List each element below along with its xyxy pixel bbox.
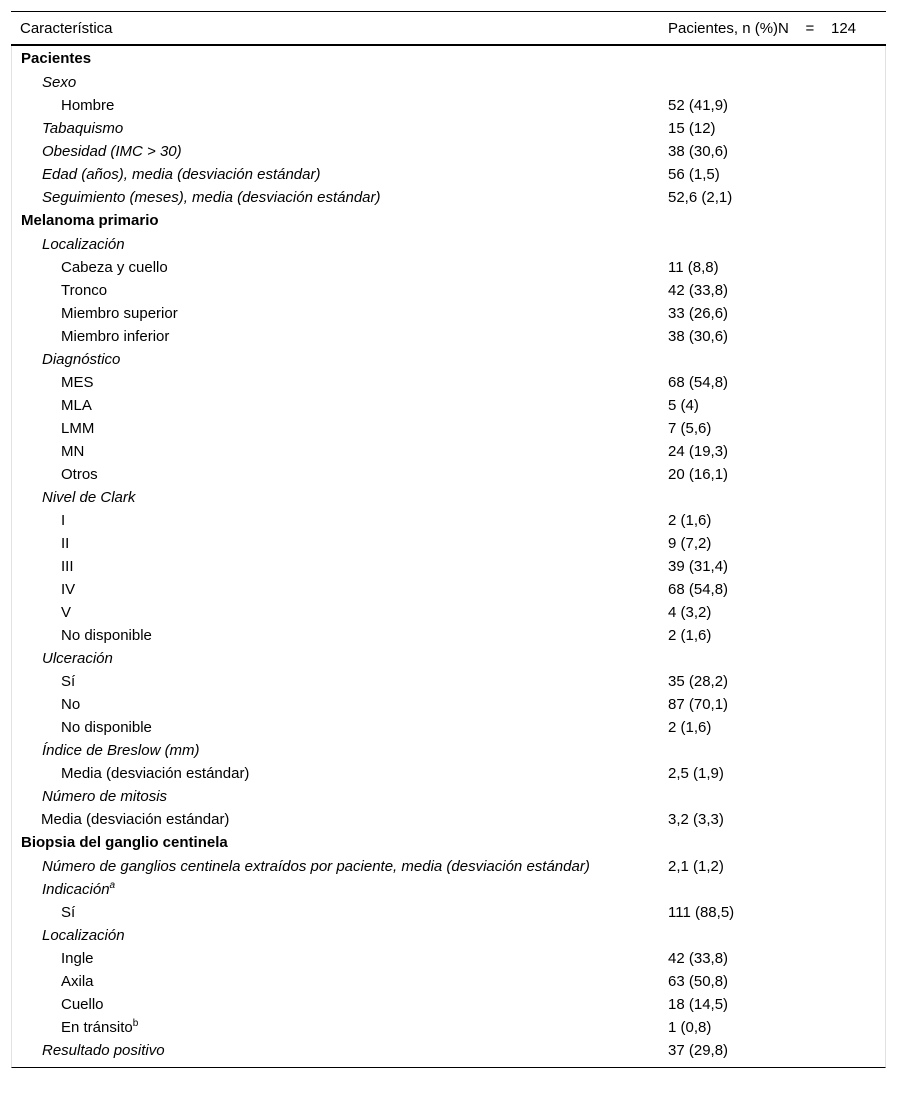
row-value: 5 (4) bbox=[668, 397, 699, 414]
table-row bbox=[12, 1038, 885, 1061]
row-label-text: En tránsito bbox=[61, 1019, 133, 1036]
row-value: 3,2 (3,3) bbox=[668, 811, 724, 828]
table-row bbox=[12, 692, 885, 715]
table-row bbox=[12, 784, 885, 807]
row-label-text: Indicación bbox=[42, 881, 110, 898]
row-value: 38 (30,6) bbox=[668, 328, 729, 345]
row-value: 56 (1,5) bbox=[668, 166, 720, 183]
row-value: 42 (33,8) bbox=[668, 282, 729, 299]
row-label-text: Ingle bbox=[61, 950, 94, 967]
row-label bbox=[42, 74, 76, 91]
table-row bbox=[12, 116, 885, 139]
row-label-text: I bbox=[61, 512, 66, 529]
row-label-text: Índice de Breslow (mm) bbox=[42, 742, 200, 759]
header-patients: Pacientes, n (%)N = 124 bbox=[668, 20, 857, 37]
row-label-text: Nivel de Clark bbox=[42, 489, 136, 506]
row-label-text: Sí bbox=[61, 904, 76, 921]
row-value: 35 (28,2) bbox=[668, 673, 729, 690]
row-label-text: Miembro inferior bbox=[61, 328, 170, 345]
row-value: 87 (70,1) bbox=[668, 696, 729, 713]
row-value: 2,1 (1,2) bbox=[668, 858, 724, 875]
table-row bbox=[12, 854, 885, 877]
row-label bbox=[42, 351, 120, 368]
table-row bbox=[12, 162, 885, 185]
row-label bbox=[61, 950, 94, 967]
row-label bbox=[61, 719, 152, 736]
row-label bbox=[42, 788, 167, 805]
footnote-marker: b bbox=[132, 1018, 139, 1029]
row-label-text: Tronco bbox=[61, 282, 108, 299]
row-label-text: Seguimiento (meses), media (desviación estándar) bbox=[42, 189, 381, 206]
table-row bbox=[12, 715, 885, 738]
row-label bbox=[61, 973, 94, 990]
row-label-text: Número de mitosis bbox=[42, 788, 168, 805]
row-label bbox=[61, 420, 94, 437]
row-label bbox=[42, 650, 113, 667]
section-label bbox=[21, 834, 228, 851]
table-row bbox=[12, 531, 885, 554]
row-value: 33 (26,6) bbox=[668, 305, 729, 322]
table-row bbox=[12, 485, 885, 508]
row-value: 52 (41,9) bbox=[668, 97, 729, 114]
row-label bbox=[61, 535, 69, 552]
row-label bbox=[61, 604, 71, 621]
row-label-text: Sexo bbox=[42, 74, 77, 91]
table-row bbox=[12, 370, 885, 393]
row-value: 2,5 (1,9) bbox=[668, 765, 724, 782]
row-label bbox=[61, 765, 249, 782]
row-value: 18 (14,5) bbox=[668, 996, 729, 1013]
row-value: 7 (5,6) bbox=[668, 420, 712, 437]
table-row bbox=[12, 807, 885, 830]
row-label-text: Ulceración bbox=[42, 650, 113, 667]
row-label bbox=[61, 397, 92, 414]
row-label bbox=[61, 512, 65, 529]
header-characteristic: Característica bbox=[20, 20, 113, 37]
row-label bbox=[41, 811, 229, 828]
table-row bbox=[12, 761, 885, 784]
row-label bbox=[42, 489, 135, 506]
row-value: 2 (1,6) bbox=[668, 627, 712, 644]
row-label-text: Número de ganglios centinela extraídos por paciente, media (desviación estándar) bbox=[42, 858, 590, 875]
row-label-text: V bbox=[61, 604, 72, 621]
row-label-text: Localización bbox=[42, 927, 125, 944]
row-value: 2 (1,6) bbox=[668, 512, 712, 529]
row-label-text: Cabeza y cuello bbox=[61, 259, 168, 276]
table-row bbox=[12, 416, 885, 439]
row-value: 9 (7,2) bbox=[668, 535, 712, 552]
table-row bbox=[12, 646, 885, 669]
row-label-text: Edad (años), media (desviación estándar) bbox=[42, 166, 321, 183]
row-label-text: Media (desviación estándar) bbox=[61, 765, 250, 782]
row-value: 11 (8,8) bbox=[668, 259, 719, 276]
row-label bbox=[61, 1019, 138, 1036]
row-label-text: Melanoma primario bbox=[21, 212, 159, 229]
table-row bbox=[12, 600, 885, 623]
row-label-text: Pacientes bbox=[21, 50, 92, 67]
row-label bbox=[61, 558, 74, 575]
row-label bbox=[61, 581, 75, 598]
row-value: 37 (29,8) bbox=[668, 1042, 729, 1059]
table-header bbox=[11, 11, 886, 46]
table-row bbox=[12, 900, 885, 923]
row-label-text: Otros bbox=[61, 466, 98, 483]
table-row bbox=[12, 508, 885, 531]
row-label-text: Biopsia del ganglio centinela bbox=[21, 834, 228, 851]
table-row bbox=[12, 462, 885, 485]
row-value: 24 (19,3) bbox=[668, 443, 729, 460]
row-label bbox=[61, 673, 75, 690]
row-label-text: No disponible bbox=[61, 719, 152, 736]
row-value: 4 (3,2) bbox=[668, 604, 712, 621]
row-label bbox=[61, 328, 169, 345]
row-value: 68 (54,8) bbox=[668, 374, 729, 391]
row-label-text: No disponible bbox=[61, 627, 152, 644]
row-label-text: Axila bbox=[61, 973, 94, 990]
table-row bbox=[12, 669, 885, 692]
row-label-text: III bbox=[61, 558, 74, 575]
row-label bbox=[61, 904, 75, 921]
row-label bbox=[42, 927, 125, 944]
row-label bbox=[61, 282, 107, 299]
row-label bbox=[42, 120, 123, 137]
table-row bbox=[12, 301, 885, 324]
row-value: 1 (0,8) bbox=[668, 1019, 712, 1036]
table-row bbox=[12, 324, 885, 347]
row-label-text: Miembro superior bbox=[61, 305, 178, 322]
table-row bbox=[12, 577, 885, 600]
row-label bbox=[42, 742, 200, 759]
table-row bbox=[12, 139, 885, 162]
table-row bbox=[12, 393, 885, 416]
table-row bbox=[12, 347, 885, 370]
table-row bbox=[12, 623, 885, 646]
row-value: 2 (1,6) bbox=[668, 719, 712, 736]
row-label bbox=[61, 696, 80, 713]
table-row bbox=[12, 1015, 885, 1038]
row-value: 68 (54,8) bbox=[668, 581, 729, 598]
data-table bbox=[11, 11, 886, 1068]
table-row bbox=[12, 439, 885, 462]
row-label-text: Sí bbox=[61, 673, 76, 690]
row-value: 39 (31,4) bbox=[668, 558, 729, 575]
row-label-text: MN bbox=[61, 443, 85, 460]
row-label-text: II bbox=[61, 535, 70, 552]
row-value: 52,6 (2,1) bbox=[668, 189, 733, 206]
table-row bbox=[12, 992, 885, 1015]
row-label-text: MLA bbox=[61, 397, 92, 414]
footnote-marker: a bbox=[109, 880, 116, 891]
section-row bbox=[12, 830, 885, 854]
table-row bbox=[12, 232, 885, 255]
row-label bbox=[42, 1042, 165, 1059]
row-label-text: IV bbox=[61, 581, 76, 598]
row-label bbox=[42, 236, 125, 253]
section-label bbox=[21, 50, 91, 67]
row-value: 63 (50,8) bbox=[668, 973, 729, 990]
row-label bbox=[61, 466, 98, 483]
row-label-text: Obesidad (IMC > 30) bbox=[42, 143, 182, 160]
row-label bbox=[42, 858, 590, 875]
table-row bbox=[12, 278, 885, 301]
row-label bbox=[42, 189, 381, 206]
row-value: 42 (33,8) bbox=[668, 950, 729, 967]
row-label bbox=[61, 259, 168, 276]
row-label-text: Hombre bbox=[61, 97, 115, 114]
section-row bbox=[12, 46, 885, 70]
table-body bbox=[11, 46, 886, 1068]
row-label-text: LMM bbox=[61, 420, 95, 437]
row-label bbox=[61, 97, 114, 114]
section-row bbox=[12, 208, 885, 232]
table-row bbox=[12, 738, 885, 761]
row-label-text: Tabaquismo bbox=[42, 120, 124, 137]
row-label bbox=[42, 166, 320, 183]
row-label bbox=[61, 996, 104, 1013]
table-row bbox=[12, 946, 885, 969]
row-label-text: No bbox=[61, 696, 81, 713]
row-label bbox=[61, 374, 94, 391]
table-row bbox=[12, 923, 885, 946]
row-label-text: Cuello bbox=[61, 996, 104, 1013]
row-label bbox=[42, 143, 182, 160]
row-label-text: Diagnóstico bbox=[42, 351, 121, 368]
row-value: 111 (88,5) bbox=[668, 904, 735, 921]
table-row bbox=[12, 255, 885, 278]
row-label-text: Media (desviación estándar) bbox=[41, 811, 230, 828]
table-row bbox=[12, 877, 885, 900]
row-label bbox=[61, 305, 178, 322]
row-label-text: Localización bbox=[42, 236, 125, 253]
table-row bbox=[12, 969, 885, 992]
row-label-text: Resultado positivo bbox=[42, 1042, 165, 1059]
row-value: 20 (16,1) bbox=[668, 466, 729, 483]
row-label bbox=[42, 881, 115, 898]
row-value: 15 (12) bbox=[668, 120, 716, 137]
row-label bbox=[61, 627, 152, 644]
table-row bbox=[12, 554, 885, 577]
row-value: 38 (30,6) bbox=[668, 143, 729, 160]
section-label bbox=[21, 212, 159, 229]
row-label-text: MES bbox=[61, 374, 94, 391]
table-row bbox=[12, 70, 885, 93]
row-label bbox=[61, 443, 84, 460]
table-row bbox=[12, 93, 885, 116]
table-row bbox=[12, 185, 885, 208]
